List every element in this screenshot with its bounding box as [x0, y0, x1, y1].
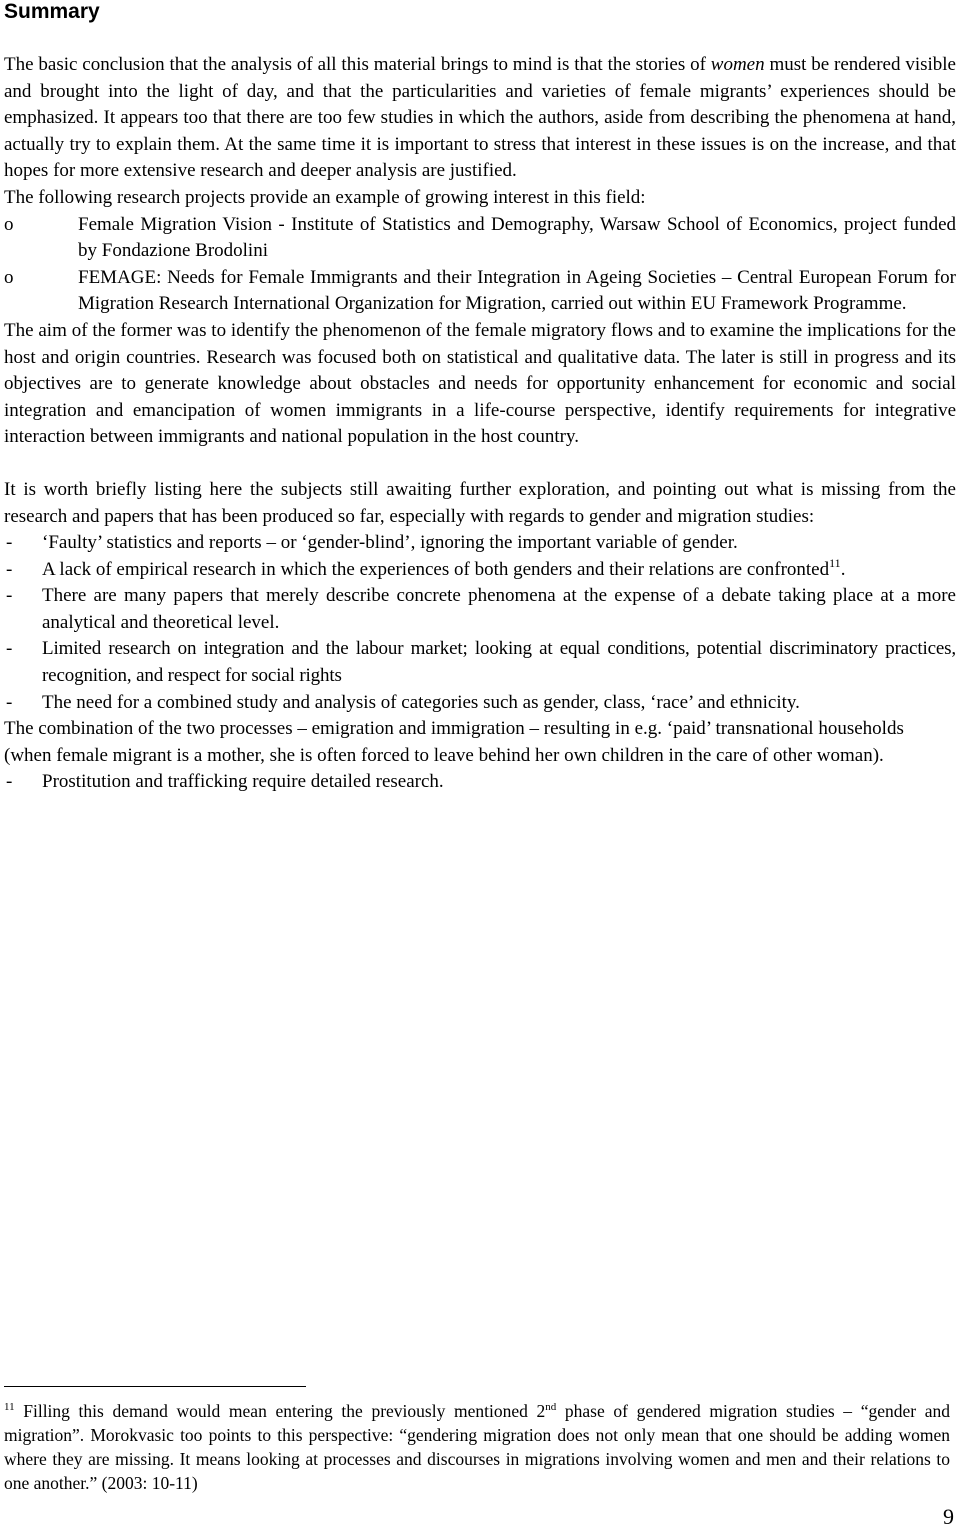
list-item — [4, 212, 956, 265]
ordinal-suffix: nd — [545, 1401, 557, 1413]
list-item — [4, 583, 956, 636]
bullet-marker: o — [4, 213, 14, 235]
footnote-reference[interactable]: 11 — [829, 555, 841, 570]
paragraph-gap — [4, 451, 956, 477]
list-item — [4, 530, 956, 557]
footnote-number: 11 — [4, 1401, 15, 1413]
paragraph-subjects-intro: It is worth briefly listing here the subjects still awaiting further exploration, and pointing out what is missing from the research and papers that has been produced so far, especially with regards to gender and migration studies: — [4, 478, 956, 527]
list-item-text: Prostitution and trafficking require detailed research. — [42, 771, 444, 793]
document-page — [4, 0, 956, 796]
footnote — [4, 1399, 950, 1495]
paragraph-text: must be rendered visible and brought into the light of day, and that the particularities and varieties of female migrants’ experiences should be emphasized. It appears too that there are too few studies in which the authors, aside from describing the phenomena at hand, actually try to explain them. At the same time it is important to stress that interest in these issues is on the increase, and that hopes for more extensive research and deeper analysis are justified. — [4, 54, 956, 182]
page-number: 9 — [943, 1504, 954, 1529]
paragraph-conclusion — [4, 52, 956, 185]
list-item-text: There are many papers that merely describe concrete phenomena at the expense of a debate taking place at a more analytical and theoretical level. — [42, 585, 956, 633]
list-item-text: . — [840, 558, 846, 580]
dash-marker: - — [6, 638, 13, 660]
list-item — [4, 690, 956, 717]
dash-marker: - — [6, 585, 13, 607]
footnote-text: Filling this demand would mean entering the previously mentioned 2 — [14, 1401, 546, 1421]
footnote-separator — [4, 1386, 306, 1387]
subjects-list — [4, 530, 956, 716]
section-heading: Summary — [4, 0, 100, 23]
list-item — [4, 636, 956, 689]
projects-list — [4, 212, 956, 318]
dash-marker: - — [6, 532, 13, 554]
list-item-text: FEMAGE: Needs for Female Immigrants and their Integration in Ageing Societies – Central European Forum for Migration Research International Organization for Migration, carried out within EU Framework Programme. — [78, 266, 956, 315]
footnote-text: phase of gendered migration studies – “gender and migration”. Morokvasic too points to this perspective: “gendering migration does not only mean that one should be adding women where they are missing. It means looking at processes and discourses in migrations involving women and men and their relations to one another.” (2003: 10-11) — [4, 1401, 950, 1493]
list-item-text: The need for a combined study and analysis of categories such as gender, class, ‘race’ and ethnicity. — [42, 691, 800, 713]
list-item-text: Limited research on integration and the labour market; looking at equal conditions, potential discriminatory practices, recognition, and respect for social rights — [42, 638, 956, 687]
list-item-text: A lack of empirical research in which the experiences of both genders and their relations are confronted — [42, 558, 830, 580]
list-item-text: Female Migration Vision - Institute of Statistics and Demography, Warsaw School of Economics, project funded by Fondazione Brodolini — [78, 213, 956, 262]
list-item — [4, 557, 956, 584]
dash-marker: - — [6, 558, 13, 580]
list-item — [4, 265, 956, 318]
paragraph-projects-intro: The following research projects provide an example of growing interest in this field: — [4, 186, 646, 208]
list-item-text: ‘Faulty’ statistics and reports – or ‘gender-blind’, ignoring the important variable of gender. — [42, 532, 738, 554]
dash-marker: - — [6, 691, 13, 713]
list-item — [4, 769, 956, 796]
bullet-marker: o — [4, 266, 14, 288]
paragraph-combination: The combination of the two processes – emigration and immigration – resulting in e.g. ‘paid’ transnational households (when female migrant is a mother, she is often forced to leave behind her own children in the care of other woman). — [4, 718, 904, 766]
paragraph-text: The basic conclusion that the analysis of all this material brings to mind is that the stories of — [4, 54, 711, 75]
paragraph-aims: The aim of the former was to identify the phenomenon of the female migratory flows and to examine the implications for the host and origin countries. Research was focused both on statistical and qualitative data. The later is still in progress and its objectives are to generate knowledge about obstacles and needs for opportunity enhancement for economic and social integration and emancipation of women immigrants in a life-course perspective, identify requirements for integrative interaction between immigrants and national population in the host country. — [4, 319, 956, 448]
emphasis-women: women — [710, 54, 765, 75]
dash-marker: - — [6, 771, 13, 793]
subjects-list-continued — [4, 769, 956, 796]
